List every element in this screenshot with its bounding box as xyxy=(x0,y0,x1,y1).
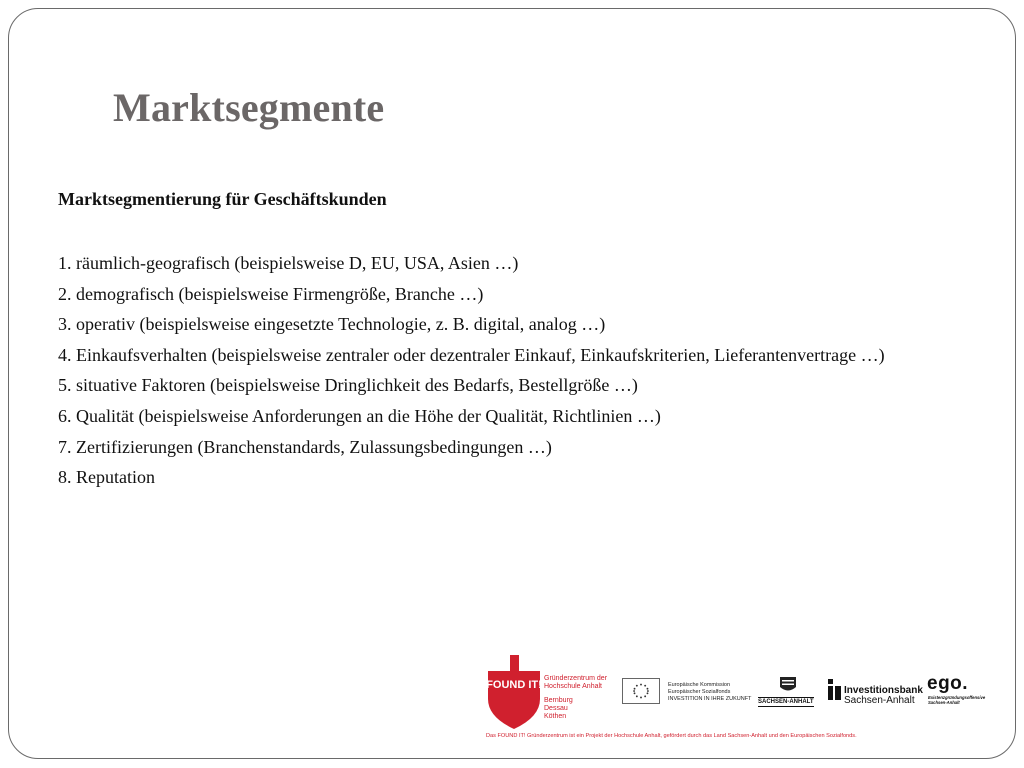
found-line: Gründerzentrum der xyxy=(544,675,608,682)
eu-line: Europäischer Sozialfonds xyxy=(668,689,731,695)
ib-line: Investitionsbank xyxy=(844,685,923,696)
slide-title: Marktsegmente xyxy=(113,85,385,130)
found-city: Köthen xyxy=(544,713,567,720)
funding-footnote: Das FOUND IT! Gründerzentrum ist ein Projekt der Hochschule Anhalt, gefördert durch das Land Sachsen-Anhalt und den Europäischen Sozialfonds. xyxy=(486,733,857,739)
investitionsbank-icon xyxy=(826,679,842,701)
sachsen-anhalt-crest-icon xyxy=(758,675,818,695)
list-item: 2. demografisch (beispielsweise Firmengröße, Branche …) xyxy=(58,283,484,304)
found-it-text xyxy=(544,675,607,721)
segment-list xyxy=(58,251,885,496)
slide-subtitle: Marktsegmentierung für Geschäftskunden xyxy=(58,189,387,209)
list-item: 7. Zertifizierungen (Branchenstandards, Zulassungsbedingungen …) xyxy=(58,436,552,457)
list-item: 4. Einkaufsverhalten (beispielsweise zentraler oder dezentraler Einkauf, Einkaufskriterien, Lieferantenvertrage …) xyxy=(58,344,885,365)
list-item: 1. räumlich-geografisch (beispielsweise D, EU, USA, Asien …) xyxy=(58,253,519,273)
ib-line: Sachsen-Anhalt xyxy=(844,695,915,706)
eu-flag-icon xyxy=(622,678,660,704)
found-it-logo xyxy=(486,655,542,731)
ego-subtitle xyxy=(928,695,985,705)
found-it-logo-text: FOUND IT! xyxy=(486,679,542,691)
ego-line: Existenzgründungsoffensive xyxy=(928,695,986,700)
list-item: 3. operativ (beispielsweise eingesetzte Technologie, z. B. digital, analog …) xyxy=(58,314,606,335)
eu-line: INVESTITION IN IHRE ZUKUNFT xyxy=(668,696,752,702)
eu-line: Europäische Kommission xyxy=(668,682,731,688)
eu-text xyxy=(668,682,751,703)
sponsor-logos xyxy=(486,655,1006,745)
list-item: 8. Reputation xyxy=(58,467,155,488)
list-item: 6. Qualität (beispielsweise Anforderungen an die Höhe der Qualität, Richtlinien …) xyxy=(58,405,661,426)
sachsen-anhalt-label: SACHSEN-ANHALT xyxy=(758,699,814,705)
found-city: Bernburg xyxy=(544,697,573,704)
found-city: Dessau xyxy=(544,705,568,712)
investitionsbank-text xyxy=(844,686,923,706)
found-line: Hochschule Anhalt xyxy=(544,683,602,690)
ego-logo: ego. xyxy=(927,673,969,694)
list-item: 5. situative Faktoren (beispielsweise Dringlichkeit des Bedarfs, Bestellgröße …) xyxy=(58,375,638,396)
ego-line: Sachsen-Anhalt xyxy=(928,700,960,705)
